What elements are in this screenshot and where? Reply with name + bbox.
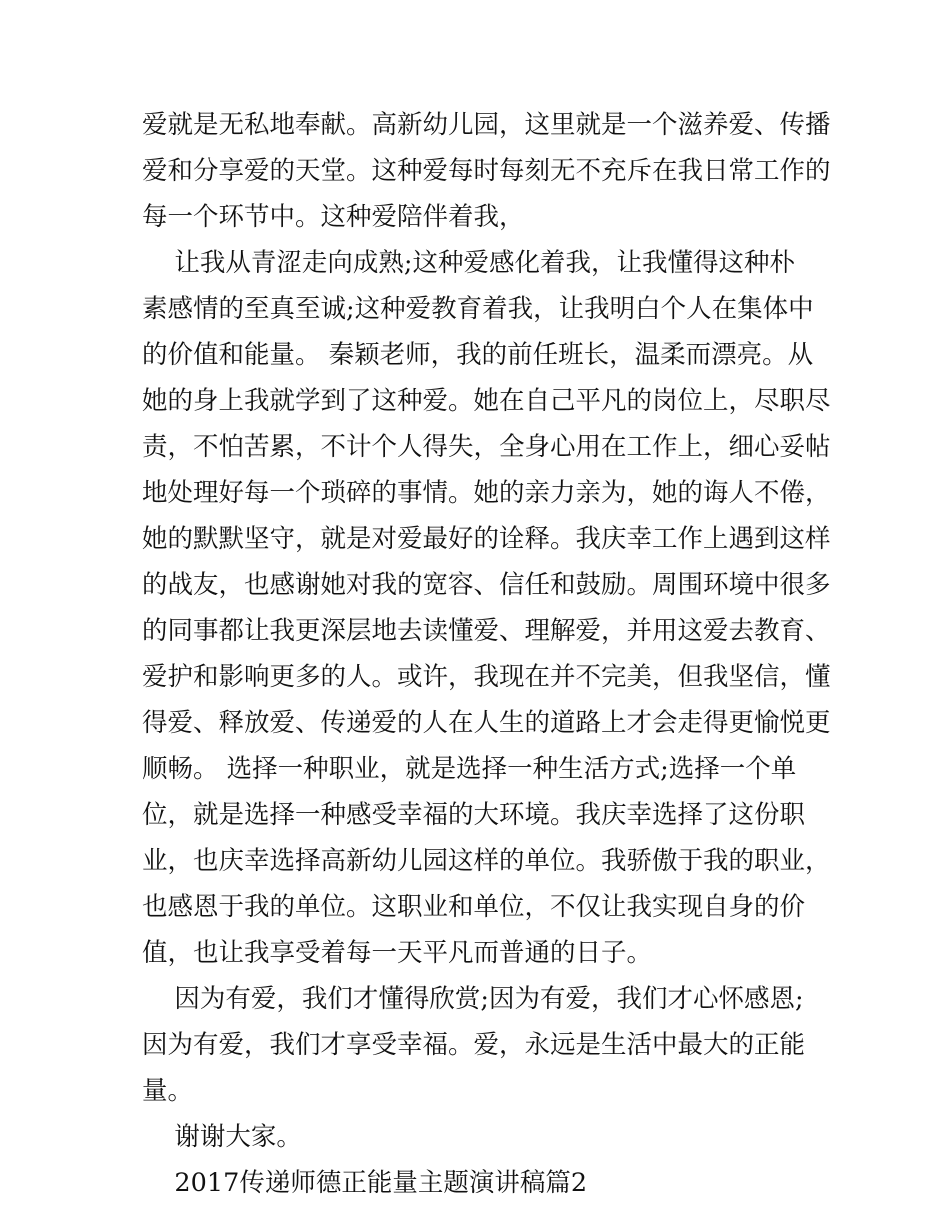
section-heading: 2017传递师德正能量主题演讲稿篇2 [142, 1168, 588, 1198]
text-line: 谢谢大家。 [142, 1122, 302, 1152]
text-line: 责，不怕苦累，不计个人得失，全身心用在工作上，细心妥帖 [142, 432, 831, 462]
text-line: 爱就是无私地奉献。高新幼儿园，这里就是一个滋养爱、传播 [142, 110, 831, 140]
text-line: 素感情的至真至诚;这种爱教育着我，让我明白个人在集体中 [142, 294, 814, 324]
text-line: 因为有爱，我们才享受幸福。爱，永远是生活中最大的正能 [142, 1030, 806, 1060]
text-line: 也感恩于我的单位。这职业和单位，不仅让我实现自身的价 [142, 892, 806, 922]
speech-text [142, 102, 831, 1206]
text-line: 值，也让我享受着每一天平凡而普通的日子。 [142, 938, 653, 968]
text-line: 位，就是选择一种感受幸福的大环境。我庆幸选择了这份职 [142, 800, 806, 830]
text-line: 每一个环节中。这种爱陪伴着我， [142, 202, 525, 232]
text-line: 的战友，也感谢她对我的宽容、信任和鼓励。周围环境中很多 [142, 570, 831, 600]
text-line: 爱和分享爱的天堂。这种爱每时每刻无不充斥在我日常工作的 [142, 156, 831, 186]
text-line: 业，也庆幸选择高新幼儿园这样的单位。我骄傲于我的职业， [142, 846, 831, 876]
text-line: 得爱、释放爱、传递爱的人在人生的道路上才会走得更愉悦更 [142, 708, 831, 738]
text-line: 的同事都让我更深层地去读懂爱、理解爱，并用这爱去教育、 [142, 616, 831, 646]
text-line: 她的默默坚守，就是对爱最好的诠释。我庆幸工作上遇到这样 [142, 524, 831, 554]
text-line: 顺畅。 选择一种职业，就是选择一种生活方式;选择一个单 [142, 754, 797, 784]
text-line: 因为有爱，我们才懂得欣赏;因为有爱，我们才心怀感恩; [142, 984, 804, 1014]
text-line: 地处理好每一个琐碎的事情。她的亲力亲为，她的诲人不倦， [142, 478, 831, 508]
text-line: 她的身上我就学到了这种爱。她在自己平凡的岗位上，尽职尽 [142, 386, 831, 416]
text-line: 的价值和能量。 秦颖老师，我的前任班长，温柔而漂亮。从 [142, 340, 814, 370]
text-line: 量。 [142, 1076, 194, 1106]
text-line: 让我从青涩走向成熟;这种爱感化着我，让我懂得这种朴 [142, 248, 796, 278]
text-line: 爱护和影响更多的人。或许，我现在并不完美，但我坚信，懂 [142, 662, 831, 692]
